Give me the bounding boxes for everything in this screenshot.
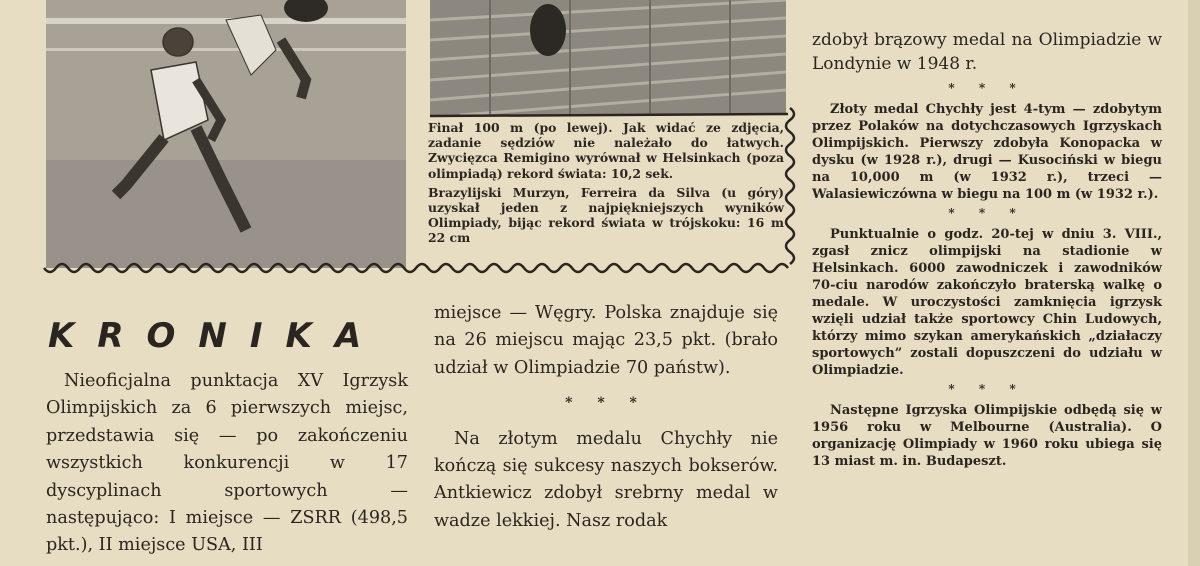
photo-100m-final	[46, 0, 406, 268]
kronika-heading: KRONIKA	[48, 316, 385, 356]
column-3-paragraph-3: Następne Igrzyska Olimpijskie odbędą się w 1956 roku w Melbourne (Australia). O organizację Olimpiady w 1960 roku ubiega się 13 miast m. in. Budapeszt.	[812, 403, 1162, 469]
column-3-paragraph-2: Punktualnie o godz. 20-tej w dniu 3. VIII., zgasł znicz olimpijski na stadionie w Helsinkach. 6000 zawodniczek i zawodników 70-ciu narodów zakończyło braterską walkę o medale. W uroczystości zamknięcia igrzysk wzięli udział także sportowcy Chin Ludowych, którzy mimo szykan amerykańskich „działaczy sportowych” zostali dopuszczeni do udziału w Olimpiadzie.	[812, 227, 1162, 378]
column-2-paragraph-1: miejsce — Węgry. Polska znajduje się na 26 miejscu mając 23,5 pkt. (brało udział w Olimpiadzie 70 państw).	[434, 303, 778, 378]
article-column-3	[812, 28, 1162, 470]
column-2-paragraph-2: Na złotym medalu Chychły nie kończą się sukcesy naszych bokserów. Antkiewicz zdobył srebrny medal w wadze lekkiej. Nasz rodak	[434, 428, 778, 531]
photo-caption	[428, 120, 784, 250]
page-edge	[1188, 0, 1200, 566]
article-column-1	[46, 368, 408, 560]
photo-triple-jump	[430, 0, 786, 115]
article-column-2	[434, 300, 778, 535]
section-separator: * * *	[948, 206, 1026, 220]
caption-paragraph-1: Finał 100 m (po lewej). Jak widać ze zdjęcia, zadanie sędziów nie należało do łatwych. Zwycięzca Remigino wyrównał w Helsinkach (poza olimpiadą) rekord świata: 10,2 sek.	[428, 120, 784, 181]
section-separator: * * *	[948, 81, 1026, 95]
column-1-paragraph: Nieoficjalna punktacja XV Igrzysk Olimpijskich za 6 pierwszych miejsc, przedstawia się — po zakończeniu wszystkich konkurencji w 17 dyscyplinach sportowych — następująco: I miejsce — ZSRR (498,5 pkt.), II miejsce USA, III	[46, 371, 408, 556]
caption-paragraph-2: Brazylijski Murzyn, Ferreira da Silva (u góry) uzyskał jeden z najpiękniejszych wyników Olimpiady, bijąc rekord świata w trójskoku: 16 m 22 cm	[428, 184, 784, 246]
section-separator: * * *	[948, 382, 1026, 396]
column-3-lead: zdobył brązowy medal na Olimpiadzie w Londynie w 1948 r.	[812, 30, 1162, 74]
column-3-paragraph-1: Złoty medal Chychły jest 4-tym — zdobytym przez Polaków na dotychczasowych Igrzyskach Olimpijskich. Pierwszy zdobyła Konopacka w dysku (w 1928 r.), drugi — Kusociński w biegu na 10,000 m (w 1932 r.), trzeci — Walasiewiczówna w biegu na 100 m (w 1932 r.).	[812, 102, 1162, 202]
section-separator: * * *	[565, 395, 647, 412]
